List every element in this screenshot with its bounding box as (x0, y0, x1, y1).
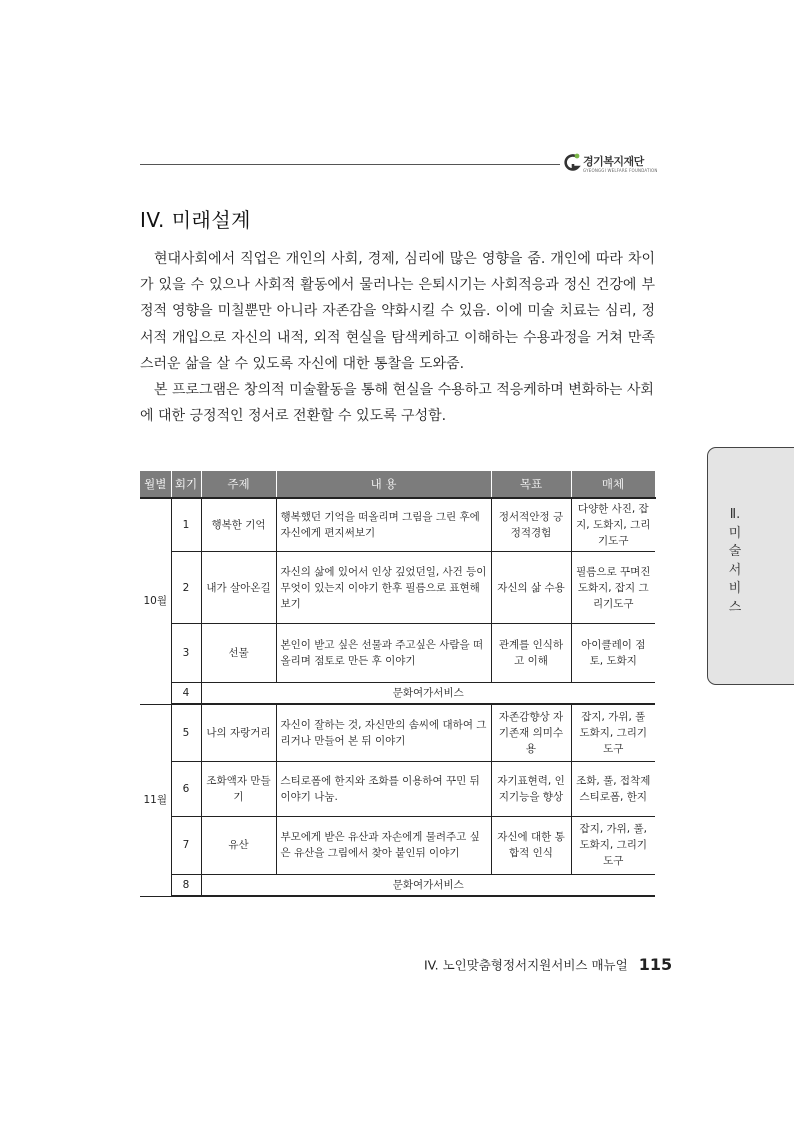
chapter-side-tab (707, 447, 794, 685)
session-number: 5 (171, 704, 201, 761)
session-content: 부모에게 받은 유산과 자손에게 물려주고 싶은 유산을 그림에서 찾아 붙인뒤 이야기 (276, 816, 491, 874)
session-number: 7 (171, 816, 201, 874)
section-title: IV. 미래설계 (140, 208, 251, 232)
side-tab-char: 서 (728, 562, 742, 578)
logo-subtitle: GYEONGGI WELFARE FOUNDATION (583, 168, 658, 173)
side-tab-char: 비 (728, 581, 742, 596)
session-media: 필름으로 꾸며진 도화지, 잡지 그리기도구 (571, 552, 655, 624)
session-content: 스티로폼에 한지와 조화를 이용하여 꾸민 뒤 이야기 나눔. (276, 761, 491, 816)
month-october: 10월 (140, 498, 171, 704)
side-tab-char: Ⅱ. (729, 507, 741, 522)
table-row (140, 552, 655, 624)
table-row (140, 704, 655, 761)
header-rule (140, 164, 560, 165)
session-content: 자신의 삶에 있어서 인상 깊었던일, 사건 등이 무엇이 있는지 이야기 한후 필름으로 표현해보기 (276, 552, 491, 624)
session-goal: 자기표현력, 인지기능을 향상 (491, 761, 571, 816)
page-footer (424, 954, 672, 974)
session-content: 행복했던 기억을 떠올리며 그림을 그린 후에 자신에게 편지써보기 (276, 498, 491, 552)
session-topic: 조화액자 만들기 (201, 761, 276, 816)
header-goal: 목표 (491, 471, 571, 499)
header-media: 매체 (571, 471, 655, 499)
session-number: 8 (171, 874, 201, 896)
header-session: 회기 (171, 471, 201, 499)
session-media: 잡지, 가위, 풀, 도화지, 그리기도구 (571, 816, 655, 874)
program-table (140, 470, 656, 897)
chapter-side-tab-label (721, 506, 749, 617)
session-media: 다양한 사진, 잡지, 도화지, 그리기도구 (571, 498, 655, 552)
table-row (140, 816, 655, 874)
foundation-logo-icon (563, 152, 581, 174)
foundation-logo (563, 150, 663, 178)
table-row (140, 761, 655, 816)
table-row (140, 683, 655, 705)
session-topic: 행복한 기억 (201, 498, 276, 552)
session-media: 아이클레이 점토, 도화지 (571, 624, 655, 683)
session-number: 4 (171, 683, 201, 705)
side-tab-char: 술 (728, 544, 742, 559)
session-goal: 관계를 인식하고 이해 (491, 624, 571, 683)
table-row (140, 624, 655, 683)
session-number: 2 (171, 552, 201, 624)
session-topic: 유산 (201, 816, 276, 874)
header-content: 내 용 (276, 471, 491, 499)
logo-name: 경기복지재단 (583, 155, 644, 168)
session-topic: 선물 (201, 624, 276, 683)
side-tab-char: 스 (728, 599, 742, 615)
session-content: 본인이 받고 싶은 선물과 주고싶은 사람을 떠올리며 점토로 만든 후 이야기 (276, 624, 491, 683)
session-number: 3 (171, 624, 201, 683)
session-number: 1 (171, 498, 201, 552)
session-topic: 내가 살아온길 (201, 552, 276, 624)
table-row (140, 498, 655, 552)
session-number: 6 (171, 761, 201, 816)
header-month: 월별 (140, 471, 171, 499)
session-topic: 나의 자랑거리 (201, 704, 276, 761)
session-media: 조화, 풀, 접착제 스티로폼, 한지 (571, 761, 655, 816)
page-number: 115 (638, 955, 673, 974)
table-row (140, 874, 655, 896)
session-goal: 자존감향상 자기존재 의미수용 (491, 704, 571, 761)
paragraph-2: 본 프로그램은 창의적 미술활동을 통해 현실을 수용하고 적응케하며 변화하는 사회에 대한 긍정적인 정서로 전환할 수 있도록 구성함. (140, 382, 654, 425)
session-goal: 정서적안정 긍정적경험 (491, 498, 571, 552)
table-header-row (140, 471, 655, 499)
side-tab-char: 미 (728, 525, 742, 541)
session-media: 잡지, 가위, 풀 도화지, 그리기도구 (571, 704, 655, 761)
paragraph-1: 현대사회에서 직업은 개인의 사회, 경제, 심리에 많은 영향을 줌. 개인에 따라 차이가 있을 수 있으나 사회적 활동에서 물러나는 은퇴시기는 사회적응과 정신 건강에 부정적 영향을 미칠뿐만 아니라 자존감을 약화시킬 수 있음. 이에 미술 치료는 심리, 정서적 개입으로 자신의 내적, 외적 현실을 탐색케하고 이해하는 수용과정을 거쳐 만족스러운 삶을 살 수 있도록 자신에 대한 통찰을 도와줌. (140, 251, 655, 372)
leisure-service: 문화여가서비스 (201, 874, 655, 896)
header-topic: 주제 (201, 471, 276, 499)
footer-title: IV. 노인맞춤형정서지원서비스 매뉴얼 (424, 957, 628, 973)
session-goal: 자신의 삶 수용 (491, 552, 571, 624)
session-goal: 자신에 대한 통합적 인식 (491, 816, 571, 874)
body-text (140, 246, 655, 429)
session-content: 자신이 잘하는 것, 자신만의 솜씨에 대하여 그리거나 만들어 본 뒤 이야기 (276, 704, 491, 761)
leisure-service: 문화여가서비스 (201, 683, 655, 705)
month-november: 11월 (140, 704, 171, 896)
